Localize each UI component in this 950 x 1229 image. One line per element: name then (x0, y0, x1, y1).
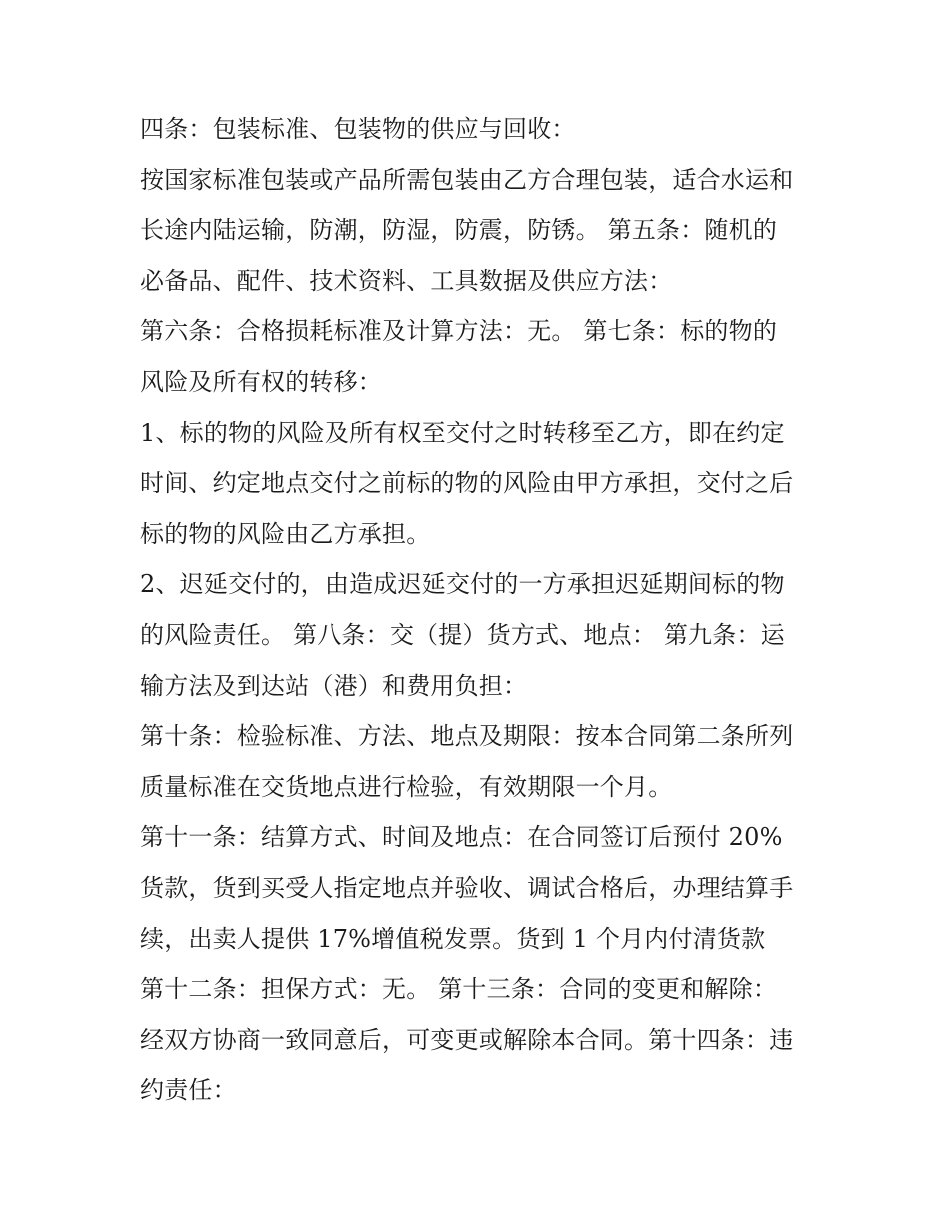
text-line: 经双方协商一致同意后，可变更或解除本合同。第十四条：违 (140, 1025, 794, 1054)
text-line: 第十二条：担保方式：无。 第十三条：合同的变更和解除： (140, 975, 778, 1004)
text-line: 长途内陆运输，防潮，防湿，防震，防锈。 第五条：随机的 (140, 216, 778, 245)
text-line: 约责任： (140, 1076, 237, 1105)
text-line: 必备品、配件、技术资料、工具数据及供应方法： (140, 266, 673, 295)
text-line: 货款，货到买受人指定地点并验收、调试合格后，办理结算手 (140, 873, 794, 902)
text-line: 四条：包装标准、包装物的供应与回收： (140, 115, 576, 143)
contract-text-body (140, 104, 820, 1116)
text-line: 时间、约定地点交付之前标的物的风险由甲方承担，交付之后 (140, 469, 794, 498)
text-line: 2、迟延交付的，由造成迟延交付的一方承担迟延期间标的物 (140, 570, 785, 599)
text-line: 风险及所有权的转移： (140, 367, 382, 396)
text-line: 1、标的物的风险及所有权至交付之时转移至乙方，即在约定 (140, 418, 785, 447)
text-line: 第十一条：结算方式、时间及地点：在合同签订后预付 20% (140, 823, 783, 852)
text-line: 标的物的风险由乙方承担。 (140, 519, 431, 548)
text-line: 续，出卖人提供 17%增值税发票。货到 1 个月内付清货款 (140, 924, 766, 953)
text-line: 第六条：合格损耗标准及计算方法：无。 第七条：标的物的 (140, 317, 778, 346)
text-line: 输方法及到达站（港）和费用负担： (140, 671, 528, 700)
text-line: 按国家标准包装或产品所需包装由乙方合理包装，适合水运和 (140, 165, 794, 194)
text-line: 的风险责任。 第八条：交（提）货方式、地点： 第九条：运 (140, 620, 785, 649)
text-line: 第十条：检验标准、方法、地点及期限：按本合同第二条所列 (140, 722, 794, 751)
text-line: 质量标准在交货地点进行检验，有效期限一个月。 (140, 772, 673, 801)
